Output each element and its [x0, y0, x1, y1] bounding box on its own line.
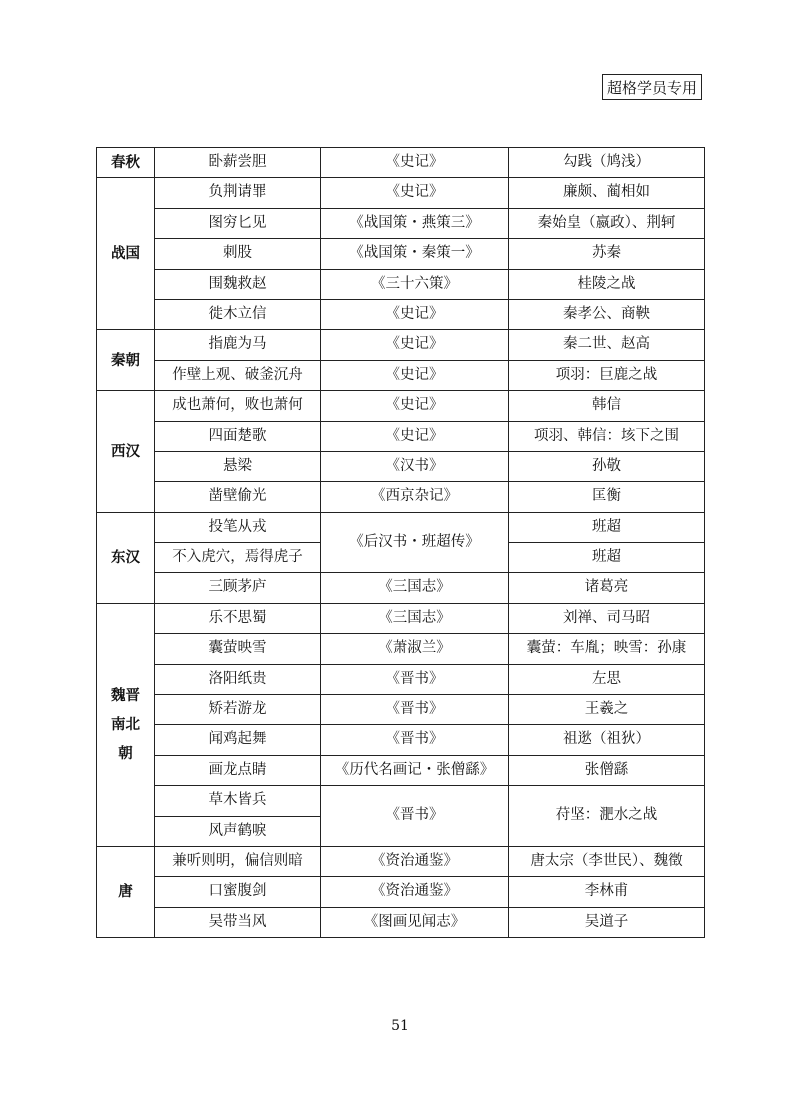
- person-cell: 桂陵之战: [509, 269, 705, 299]
- table-row: [97, 725, 705, 755]
- source-cell: 《资治通鉴》: [321, 846, 509, 876]
- person-cell: 祖逖（祖狄）: [509, 725, 705, 755]
- idiom-cell: 凿壁偷光: [155, 482, 321, 512]
- table-row: [97, 148, 705, 178]
- table-row: [97, 482, 705, 512]
- person-cell: 韩信: [509, 391, 705, 421]
- person-cell: 李林甫: [509, 877, 705, 907]
- table-row: [97, 877, 705, 907]
- person-cell: 项羽、韩信：垓下之围: [509, 421, 705, 451]
- source-cell: 《三十六策》: [321, 269, 509, 299]
- idiom-cell: 口蜜腹剑: [155, 877, 321, 907]
- table-row: [97, 299, 705, 329]
- table-row: [97, 846, 705, 876]
- person-cell: 诸葛亮: [509, 573, 705, 603]
- source-cell: 《资治通鉴》: [321, 877, 509, 907]
- era-cell-xihan: 西汉: [97, 391, 155, 513]
- idiom-cell: 悬梁: [155, 451, 321, 481]
- idiom-cell: 投笔从戎: [155, 512, 321, 542]
- table-row: [97, 330, 705, 360]
- table-row: [97, 907, 705, 937]
- person-cell: 苻坚：淝水之战: [509, 786, 705, 847]
- source-cell: 《晋书》: [321, 725, 509, 755]
- source-cell: 《史记》: [321, 360, 509, 390]
- table-row: [97, 208, 705, 238]
- era-line: 魏晋: [111, 687, 140, 705]
- idiom-cell: 不入虎穴，焉得虎子: [155, 543, 321, 573]
- idiom-cell: 乐不思蜀: [155, 603, 321, 633]
- table-row: [97, 178, 705, 208]
- idiom-cell: 四面楚歌: [155, 421, 321, 451]
- table-row: [97, 664, 705, 694]
- source-cell: 《后汉书・班超传》: [321, 512, 509, 573]
- era-cell-zhanguo: 战国: [97, 178, 155, 330]
- person-cell: 唐太宗（李世民）、魏徵: [509, 846, 705, 876]
- source-cell: 《西京杂记》: [321, 482, 509, 512]
- source-cell: 《晋书》: [321, 664, 509, 694]
- page-number: 51: [391, 1018, 409, 1034]
- source-cell: 《图画见闻志》: [321, 907, 509, 937]
- era-line: 朝: [118, 745, 133, 763]
- source-cell: 《史记》: [321, 330, 509, 360]
- person-cell: 左思: [509, 664, 705, 694]
- person-cell: 刘禅、司马昭: [509, 603, 705, 633]
- source-cell: 《三国志》: [321, 603, 509, 633]
- source-cell: 《史记》: [321, 148, 509, 178]
- table-row: [97, 269, 705, 299]
- source-cell: 《汉书》: [321, 451, 509, 481]
- source-cell: 《三国志》: [321, 573, 509, 603]
- table-row: [97, 391, 705, 421]
- idiom-cell: 风声鹤唳: [155, 816, 321, 846]
- source-cell: 《晋书》: [321, 695, 509, 725]
- idiom-cell: 三顾茅庐: [155, 573, 321, 603]
- idiom-cell: 指鹿为马: [155, 330, 321, 360]
- source-cell: 《战国策・燕策三》: [321, 208, 509, 238]
- person-cell: 班超: [509, 512, 705, 542]
- idiom-table: [96, 147, 705, 938]
- source-cell: 《史记》: [321, 299, 509, 329]
- table-row: [97, 512, 705, 542]
- table-row: [97, 360, 705, 390]
- table-row: [97, 634, 705, 664]
- idiom-cell: 成也萧何，败也萧何: [155, 391, 321, 421]
- person-cell: 廉颇、蔺相如: [509, 178, 705, 208]
- idiom-cell: 作壁上观、破釜沉舟: [155, 360, 321, 390]
- idiom-cell: 洛阳纸贵: [155, 664, 321, 694]
- idiom-cell: 画龙点睛: [155, 755, 321, 785]
- person-cell: 秦孝公、商鞅: [509, 299, 705, 329]
- person-cell: 孙敬: [509, 451, 705, 481]
- source-cell: 《晋书》: [321, 786, 509, 847]
- person-cell: 囊萤：车胤；映雪：孙康: [509, 634, 705, 664]
- idiom-cell: 闻鸡起舞: [155, 725, 321, 755]
- person-cell: 勾践（鸠浅）: [509, 148, 705, 178]
- usage-badge: 超格学员专用: [602, 74, 702, 100]
- person-cell: 项羽：巨鹿之战: [509, 360, 705, 390]
- era-cell-qin: 秦朝: [97, 330, 155, 391]
- source-cell: 《史记》: [321, 391, 509, 421]
- idiom-cell: 吴带当风: [155, 907, 321, 937]
- table-row: [97, 603, 705, 633]
- person-cell: 秦始皇（嬴政）、荆轲: [509, 208, 705, 238]
- table-row: [97, 239, 705, 269]
- source-cell: 《战国策・秦策一》: [321, 239, 509, 269]
- person-cell: 秦二世、赵高: [509, 330, 705, 360]
- table-row: [97, 421, 705, 451]
- era-cell-tang: 唐: [97, 846, 155, 937]
- person-cell: 王羲之: [509, 695, 705, 725]
- person-cell: 苏秦: [509, 239, 705, 269]
- idiom-cell: 图穷匕见: [155, 208, 321, 238]
- era-cell-chunqiu: 春秋: [97, 148, 155, 178]
- era-cell-donghan: 东汉: [97, 512, 155, 603]
- person-cell: 张僧繇: [509, 755, 705, 785]
- person-cell: 吴道子: [509, 907, 705, 937]
- era-line: 南北: [111, 716, 140, 734]
- idiom-cell: 草木皆兵: [155, 786, 321, 816]
- idiom-cell: 徙木立信: [155, 299, 321, 329]
- person-cell: 匡衡: [509, 482, 705, 512]
- source-cell: 《史记》: [321, 421, 509, 451]
- idiom-cell: 矫若游龙: [155, 695, 321, 725]
- person-cell: 班超: [509, 543, 705, 573]
- source-cell: 《萧淑兰》: [321, 634, 509, 664]
- idiom-cell: 卧薪尝胆: [155, 148, 321, 178]
- idiom-cell: 围魏救赵: [155, 269, 321, 299]
- table-row: [97, 695, 705, 725]
- idiom-cell: 囊萤映雪: [155, 634, 321, 664]
- era-cell-weijin: [97, 603, 155, 846]
- source-cell: 《史记》: [321, 178, 509, 208]
- table-row: [97, 755, 705, 785]
- table-row: [97, 786, 705, 816]
- source-cell: 《历代名画记・张僧繇》: [321, 755, 509, 785]
- idiom-cell: 兼听则明，偏信则暗: [155, 846, 321, 876]
- table-row: [97, 573, 705, 603]
- idiom-cell: 负荆请罪: [155, 178, 321, 208]
- table-row: [97, 451, 705, 481]
- idiom-cell: 刺股: [155, 239, 321, 269]
